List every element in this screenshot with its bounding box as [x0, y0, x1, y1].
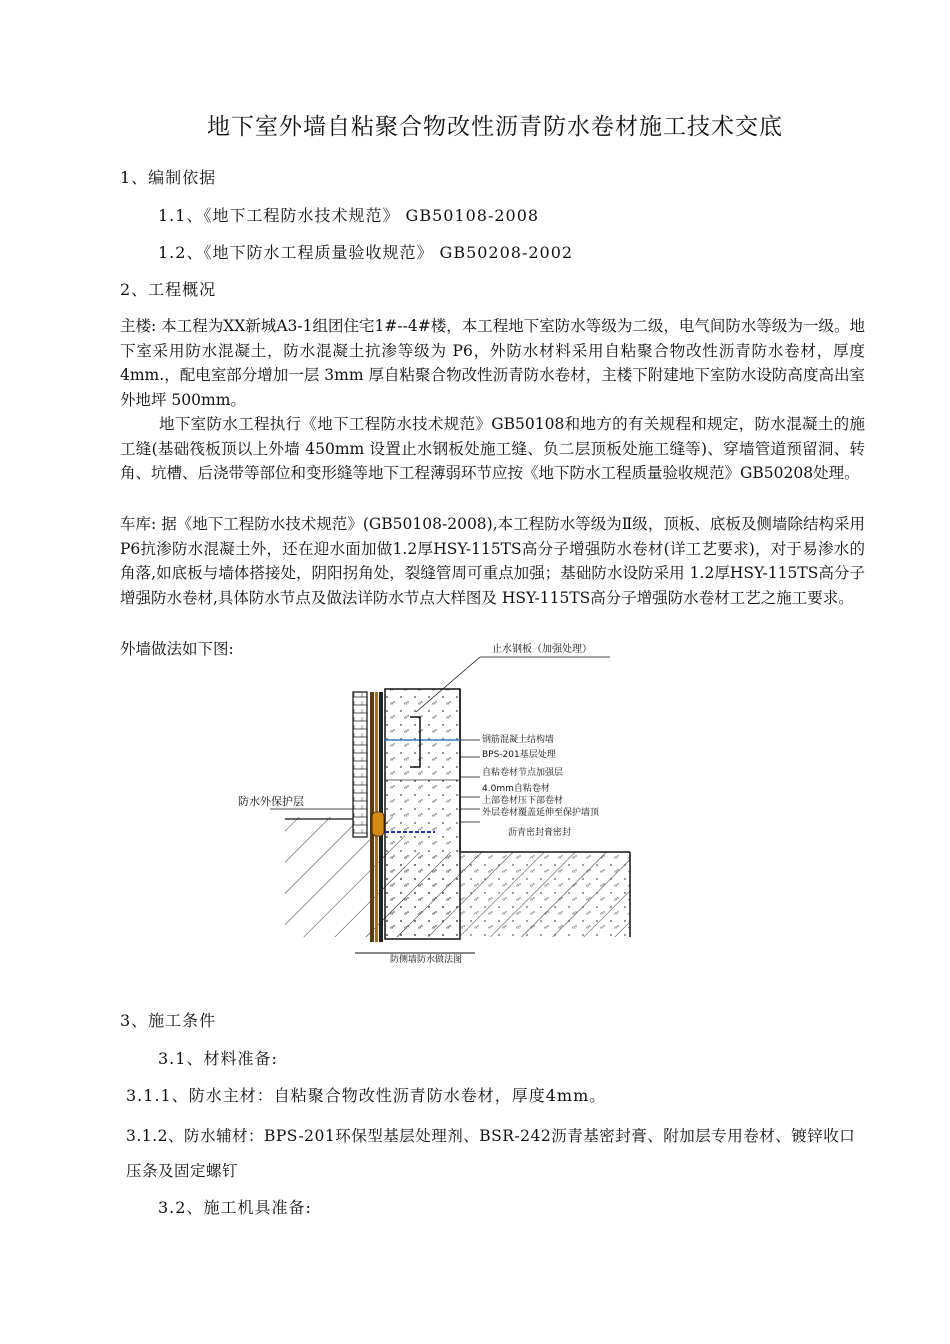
label-seal: 沥青密封膏密封	[508, 828, 572, 838]
label-protective-layer: 防水外保护层	[238, 795, 304, 808]
subsection-materials: 3.1、材料准备:	[158, 1049, 278, 1068]
protective-brick-wall	[353, 692, 367, 837]
section-heading-overview: 2、工程概况	[120, 280, 217, 299]
reference-item: 1.2、《地下防水工程质量验收规范》 GB50208-2002	[158, 243, 574, 262]
figure-caption: 防侧墙防水做法图	[390, 955, 463, 965]
paragraph-garage: 车库: 据《地下工程防水技术规范》(GB50108-2008),本工程防水等级为Ⅱ级，顶板、底板及侧墙除结构采用P6抗渗防水混凝土外，还在迎水面加做1.2厚HSY-115TS高分子增强防水卷材(详工艺要求)，对于易渗水的角落,如底板与墙体搭接处，阴阳拐角处，裂缝管周可重点加强；基础防水设防采用 1.2厚HSY-115TS高分子增强防水卷材,具体防水节点及做法详防水节点大样图及 HSY-115TS高分子增强防水卷材工艺之施工要求。	[120, 515, 865, 607]
paragraph-standards: 地下室防水工程执行《地下工程防水技术规范》GB50108和地方的有关规程和规定，防水混凝土的施工缝(基础筏板顶以上外墙 450mm 设置止水钢板处施工缝、负二层顶板处施工缝等)、穿墙管道预留洞、转角、坑槽、后浇带等部位和变形缝等地下工程薄弱环节应按《地下防水工程质量验收规范》GB50208处理。	[120, 415, 865, 483]
item-main-material: 3.1.1、防水主材：自粘聚合物改性沥青防水卷材，厚度4mm。	[126, 1086, 607, 1105]
wall-waterproofing-diagram	[230, 637, 650, 967]
label-water-stop: 止水钢板（加强处理）	[492, 644, 592, 655]
layer-label: 自粘卷材节点加强层	[482, 768, 564, 778]
concrete-wall	[385, 689, 460, 939]
subsection-tools: 3.2、施工机具准备:	[158, 1198, 312, 1217]
layer-label: 4.0mm自粘卷材	[482, 784, 550, 794]
paragraph-wall-method: 外墙做法如下图:	[120, 640, 234, 658]
paragraph-main-building: 主楼: 本工程为XX新城A3-1组团住宅1#--4#楼，本工程地下室防水等级为二级，电气间防水等级为一级。地下室采用防水混凝土，防水混凝土抗渗等级为 P6，外防水材料采用自粘聚合物改性沥青防水卷材，厚度4mm.，配电室部分增加一层 3mm 厚自粘聚合物改性沥青防水卷材，主楼下附建地下室防水设防高度高出室外地坪 500mm。	[120, 317, 865, 409]
document-title: 地下室外墙自粘聚合物改性沥青防水卷材施工技术交底	[207, 114, 783, 140]
layer-label: 钢筋混凝土结构墙	[482, 735, 555, 745]
reference-item: 1.1、《地下工程防水技术规范》 GB50108-2008	[158, 206, 540, 225]
layer-label: 上部卷材压下部卷材	[482, 796, 564, 806]
section-heading-conditions: 3、施工条件	[120, 1011, 217, 1030]
item-auxiliary-material: 3.1.2、防水辅材：BPS-201环保型基层处理剂、BSR-242沥青基密封膏、附加层专用卷材、镀锌收口压条及固定螺钉	[126, 1127, 856, 1180]
layer-label: BPS-201基层处理	[482, 750, 556, 760]
section-heading-basis: 1、编制依据	[120, 168, 217, 187]
layer-label: 外层卷材覆盖延伸至保护墙顶	[482, 808, 600, 818]
